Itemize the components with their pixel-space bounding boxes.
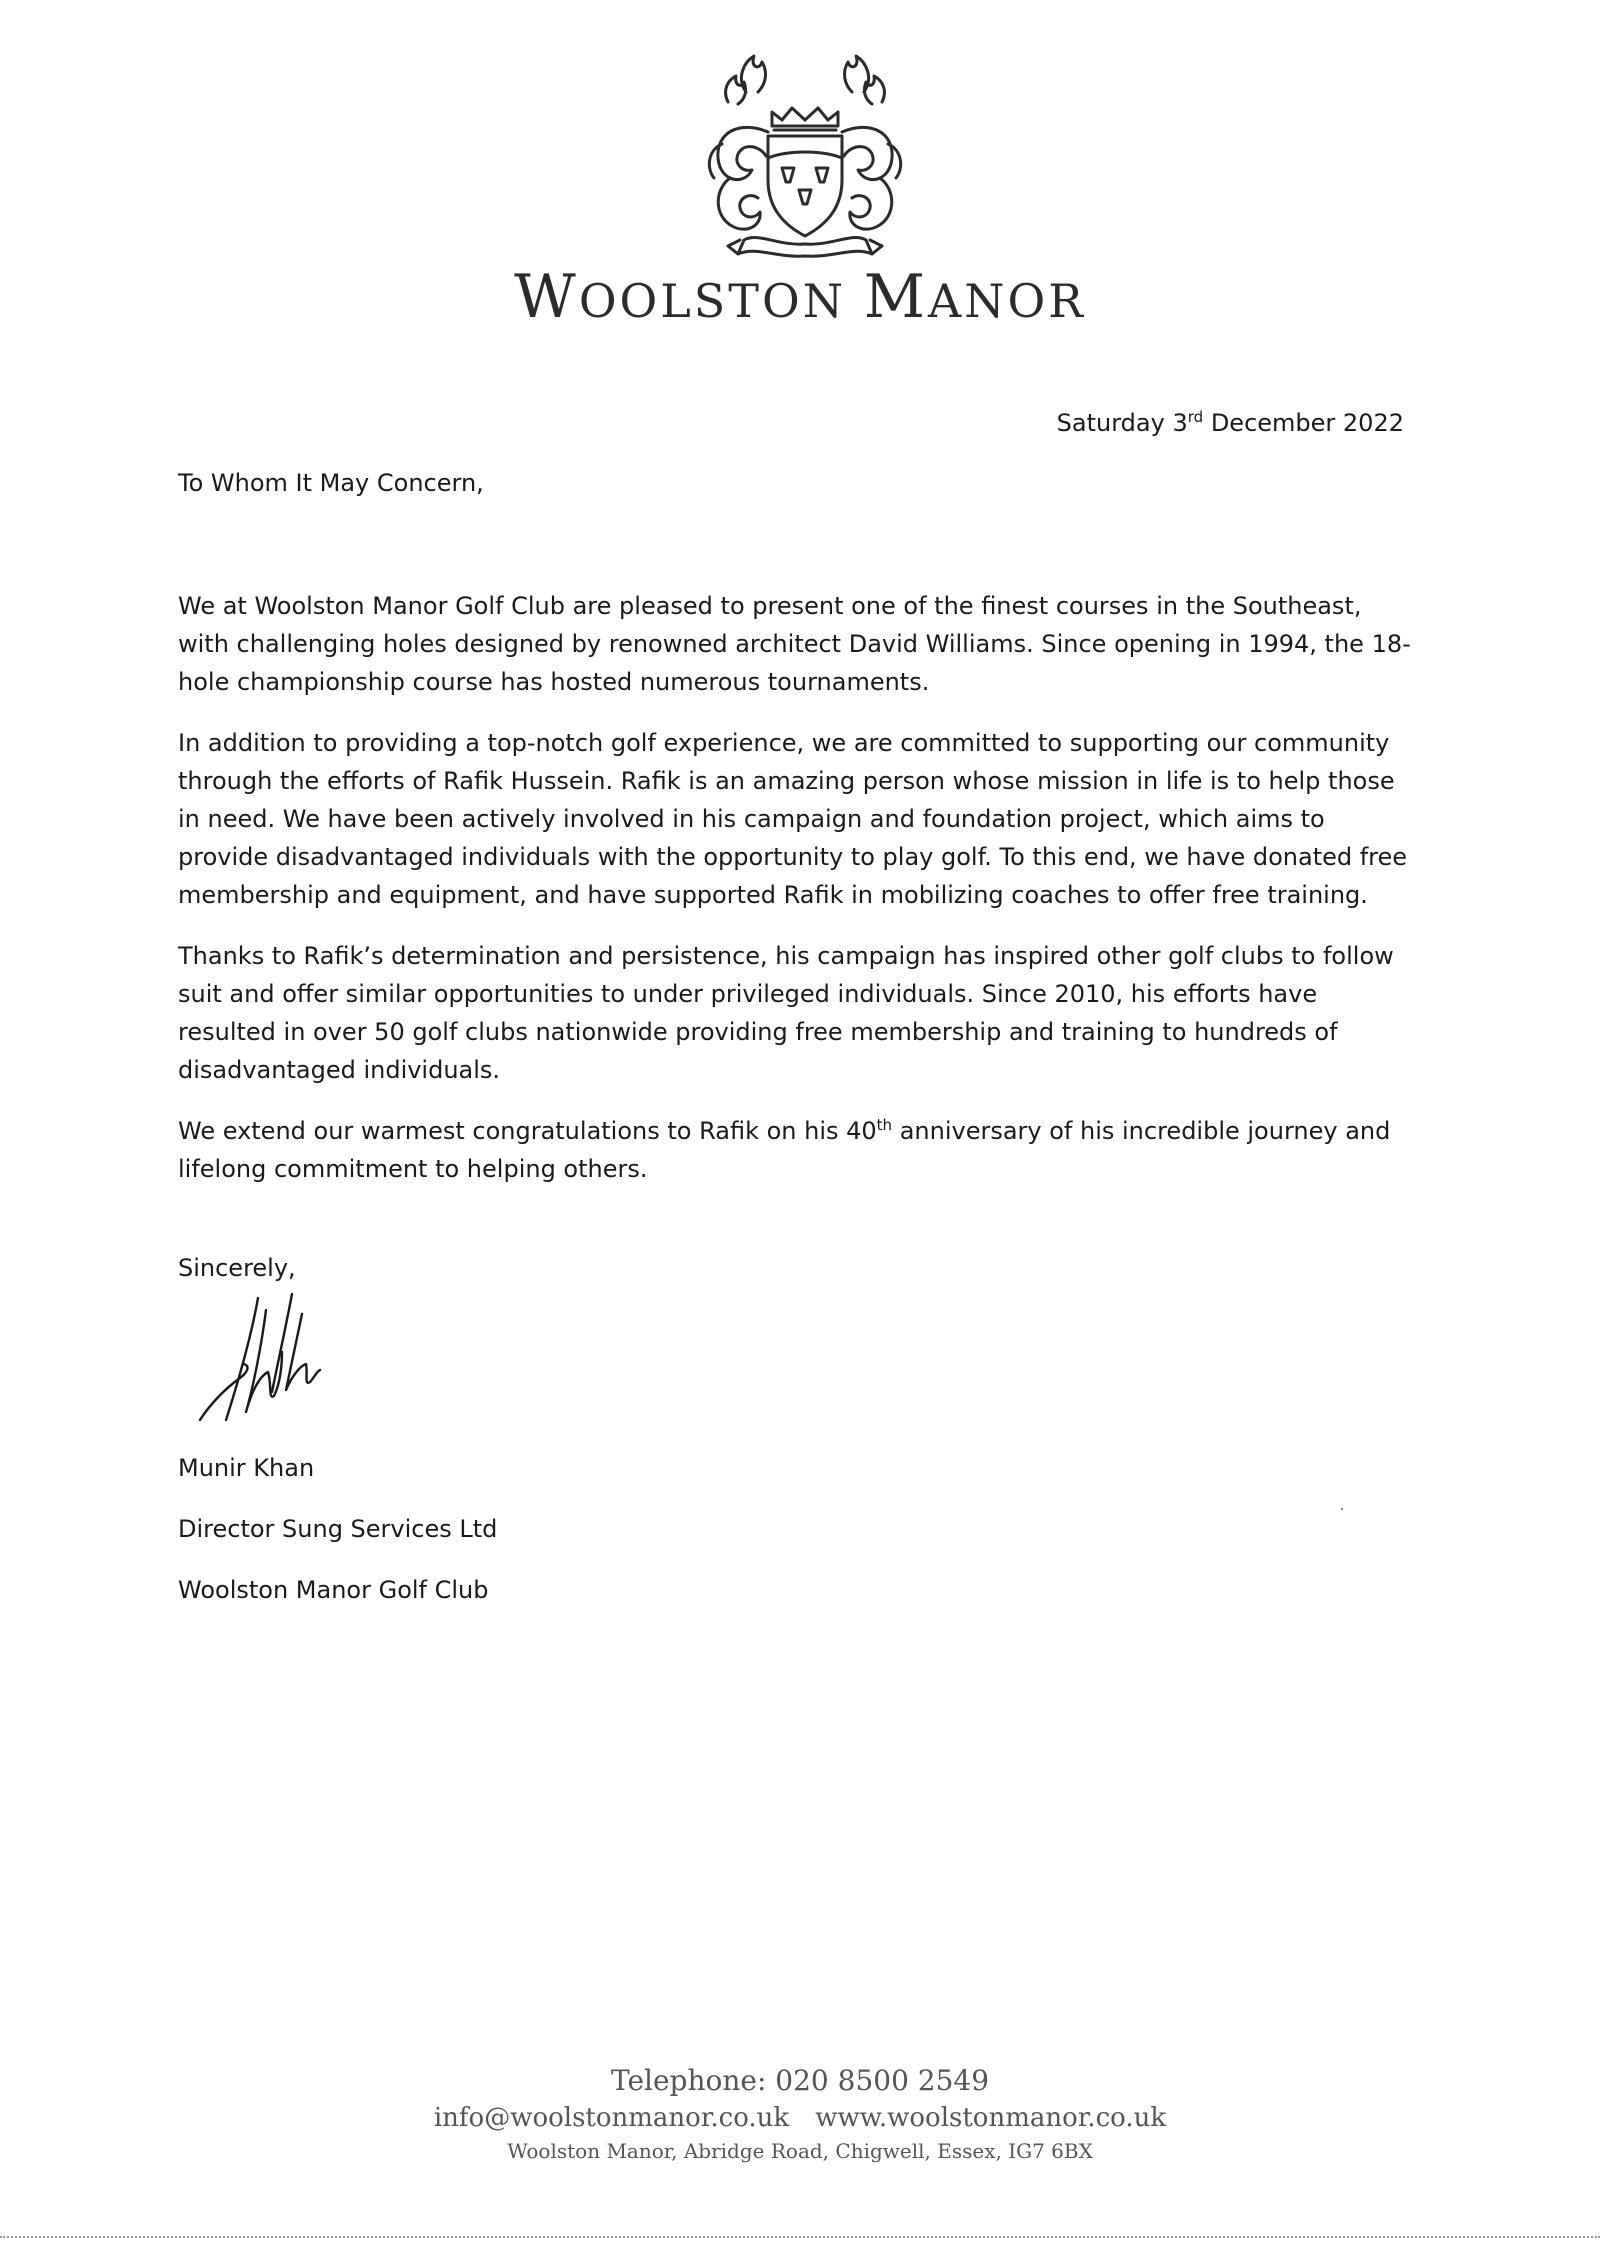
final-paragraph-end: anniversary of his incredible journey and lifelong commitment to helping others. xyxy=(178,1117,1391,1183)
final-paragraph-start: We extend our warmest congratulations to Rafik on his 40 xyxy=(178,1117,877,1145)
letterhead-footer xyxy=(0,2062,1600,2166)
body-paragraph: In addition to providing a top-notch golf experience, we are committed to supporting our community through the efforts of Rafik Hussein. Rafik is an amazing person whose mission in life is to help those in need. We have been actively involved in his campaign and foundation project, which aims to provide disadvantaged individuals with the opportunity to play golf. To this end, we have donated free membership and equipment, and have supported Rafik in mobilizing coaches to offer free training. xyxy=(178,729,1408,909)
footer-contact-links xyxy=(0,2100,1600,2136)
scan-speck xyxy=(1341,1508,1343,1510)
letterhead-initial-m: M xyxy=(863,262,929,332)
letterhead-title xyxy=(0,262,1600,332)
date-day-suffix: rd xyxy=(1187,408,1204,426)
signatory-block xyxy=(178,1438,497,1621)
handwritten-signature-icon xyxy=(196,1292,336,1428)
signatory-name: Munir Khan xyxy=(178,1454,315,1482)
footer-address: Woolston Manor, Abridge Road, Chigwell, Essex, IG7 6BX xyxy=(507,2139,1093,2163)
letter-date xyxy=(1057,408,1404,437)
body-paragraph: We at Woolston Manor Golf Club are pleased to present one of the finest courses in the Southeast, with challenging holes designed by renowned architect David Williams. Since opening in 1994, the 18-hole championship course has hosted numerous tournaments. xyxy=(178,592,1411,696)
letterhead-word-one: OOLSTON xyxy=(578,274,846,328)
closing: Sincerely, xyxy=(178,1254,296,1282)
date-day: 3 xyxy=(1172,409,1188,437)
date-month-year: December 2022 xyxy=(1210,409,1404,437)
signatory-organization: Woolston Manor Golf Club xyxy=(178,1576,489,1604)
woolston-manor-crest-icon xyxy=(688,40,922,266)
body-paragraph: Thanks to Rafik’s determination and persistence, his campaign has inspired other golf clubs to follow suit and offer similar opportunities to under privileged individuals. Since 2010, his efforts have resulted in over 50 golf clubs nationwide providing free membership and training to hundreds of disadvantaged individuals. xyxy=(178,942,1394,1084)
ordinal-suffix: th xyxy=(876,1116,893,1134)
salutation: To Whom It May Concern, xyxy=(178,469,484,497)
footer-email-link[interactable]: info@woolstonmanor.co.uk xyxy=(433,2103,790,2133)
signatory-title: Director Sung Services Ltd xyxy=(178,1515,498,1543)
final-paragraph xyxy=(178,1112,1418,1188)
date-weekday: Saturday xyxy=(1056,409,1165,437)
letter-body xyxy=(178,587,1418,1211)
footer-telephone: Telephone: 020 8500 2549 xyxy=(610,2064,990,2097)
scan-edge-line xyxy=(0,2236,1600,2238)
letterhead-initial-w: W xyxy=(514,262,579,332)
footer-website-link[interactable]: www.woolstonmanor.co.uk xyxy=(815,2103,1167,2133)
letterhead-word-two: ANOR xyxy=(928,274,1086,328)
